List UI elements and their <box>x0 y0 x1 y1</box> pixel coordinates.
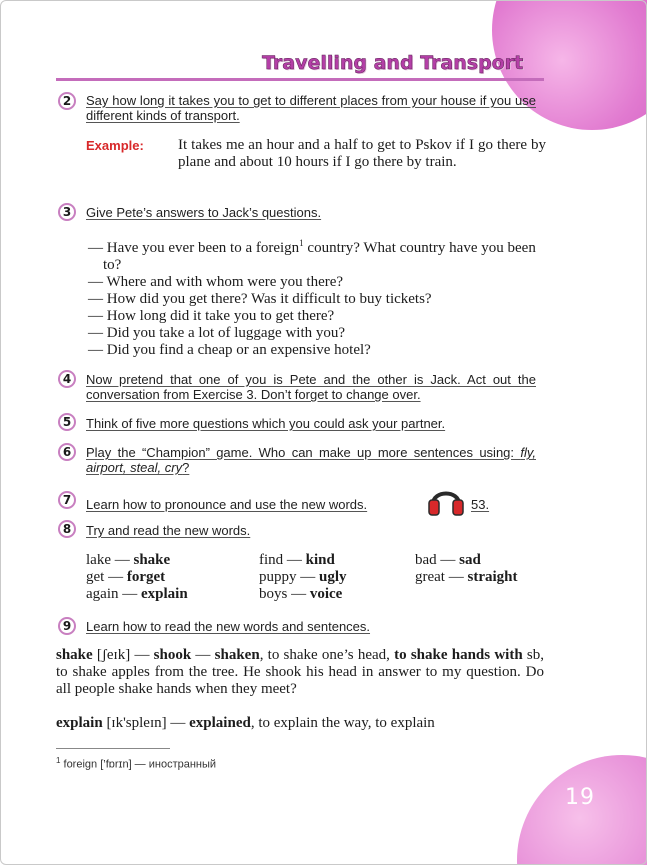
exercise-8-instruction: Try and read the new words. <box>86 523 251 538</box>
word-pair: find — kind <box>259 552 335 568</box>
exercise-6-instruction: Play the “Champion” game. Who can make up more sentences using: fly, airport, steal, cry? <box>86 445 536 475</box>
footnote: $^1$ foreign [’fɒrɪn] — иностранный <box>56 756 217 771</box>
word-column-2 <box>259 552 347 603</box>
example-text: It takes me an hour and a half to get to Pskov if I go there by plane and about 10 hours if I go there by train. <box>178 137 546 170</box>
question-item: — Did you find a cheap or an expensive hotel? <box>88 342 371 358</box>
exercise-7-instruction: Learn how to pronounce and use the new words. <box>86 497 368 512</box>
exercise-4-instruction: Now pretend that one of you is Pete and the other is Jack. Act out the conversation from Exercise 3. Don’t forget to change over. <box>86 372 536 402</box>
question-item: — Where and with whom were you there? <box>88 274 344 290</box>
exercise-number-6: 6 <box>58 443 76 461</box>
word-pair: puppy — ugly <box>259 569 347 585</box>
page-number: 19 <box>565 785 595 810</box>
title-divider <box>56 78 544 81</box>
example-label: Example: <box>86 138 144 153</box>
footnote-divider <box>56 748 170 749</box>
exercise-number-5: 5 <box>58 413 76 431</box>
shake-paragraph: shake [ʃeɪk] — shook — shaken, to shake one’s head, to shake hands with sb, to shake apples from the tree. He shook his head in answer to my question. Do all people shake hands when they meet? <box>56 647 544 697</box>
question-item: — How did you get there? Was it difficult to buy tickets? <box>88 291 432 307</box>
exercise-9-instruction: Learn how to read the new words and sentences. <box>86 619 371 634</box>
headphones-icon[interactable] <box>428 482 464 516</box>
exercise-6-words: fly, airport, steal, cry <box>86 445 536 475</box>
word-pair: boys — voice <box>259 586 343 602</box>
word-pair: bad — sad <box>415 552 481 568</box>
question-item: — How long did it take you to get there? <box>88 308 335 324</box>
corner-decoration-bottom <box>517 755 647 865</box>
exercise-number-2: 2 <box>58 92 76 110</box>
exercise-number-7: 7 <box>58 491 76 509</box>
exercise-number-4: 4 <box>58 370 76 388</box>
word-pair: get — forget <box>86 569 166 585</box>
exercise-3-instruction: Give Pete’s answers to Jack’s questions. <box>86 205 322 220</box>
word-pair: great — straight <box>415 569 518 585</box>
exercise-2-instruction: Say how long it takes you to get to different places from your house if you use different kinds of transport. <box>86 93 536 123</box>
word-column-3 <box>415 552 517 586</box>
exercise-number-9: 9 <box>58 617 76 635</box>
audio-track-number: 53. <box>471 497 490 512</box>
exercise-5-instruction: Think of five more questions which you could ask your partner. <box>86 416 446 431</box>
footnote-marker: 1 <box>299 238 304 248</box>
exercise-number-3: 3 <box>58 203 76 221</box>
explain-paragraph: explain [ɪk'spleɪn] — explained, to explain the way, to explain <box>56 715 435 731</box>
question-item: — Have you ever been to a foreign$^1$ country? What country have you been to? <box>88 238 536 273</box>
word-pair: lake — shake <box>86 552 171 568</box>
word-pair: again — explain <box>86 586 188 602</box>
question-list <box>88 235 548 359</box>
page-title: Travelling and Transport <box>262 52 524 74</box>
question-item: — Did you take a lot of luggage with you? <box>88 325 346 341</box>
exercise-number-8: 8 <box>58 520 76 538</box>
word-column-1 <box>86 552 188 603</box>
